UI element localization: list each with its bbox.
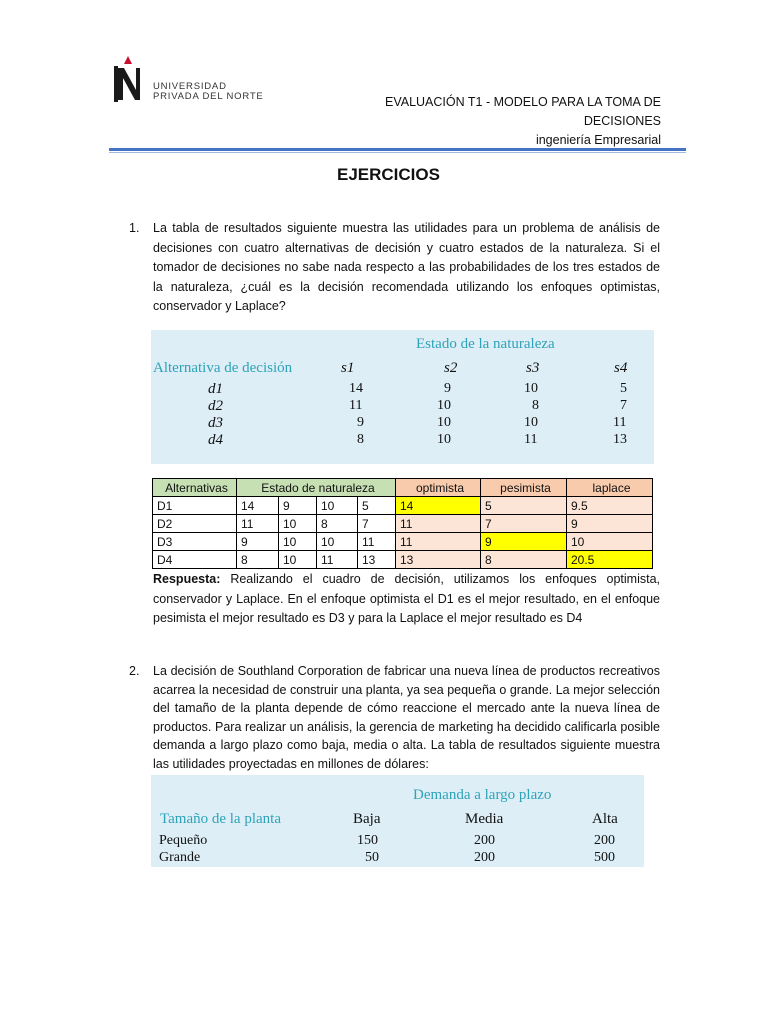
header-laplace: laplace: [567, 479, 653, 497]
header-optimista: optimista: [396, 479, 481, 497]
q2-number: 2.: [129, 664, 140, 678]
plant-size-header: Tamaño de la planta: [160, 811, 281, 827]
cell: 13: [613, 432, 627, 447]
cell: 10: [317, 497, 358, 515]
eval-line1: EVALUACIÓN T1 - MODELO PARA LA TOMA DE: [384, 95, 661, 109]
evaluation-header: [385, 93, 661, 150]
row-d1-label: d1: [208, 381, 223, 397]
row-grande-label: Grande: [159, 850, 201, 865]
cell: 200: [474, 850, 495, 865]
university-line1: UNIVERSIDAD: [153, 81, 227, 92]
cell: D1: [153, 497, 237, 515]
cell: 9: [567, 515, 653, 533]
col-media: Media: [465, 811, 504, 827]
cell: 7: [481, 515, 567, 533]
cell: 10: [437, 432, 451, 447]
cell: 9: [237, 533, 279, 551]
cell: 200: [474, 833, 495, 848]
header-rule-thin: [109, 152, 686, 153]
answer-paragraph: [153, 570, 660, 629]
cell: 9: [357, 415, 364, 430]
cell: 11: [396, 533, 481, 551]
header-pesimista: pesimista: [481, 479, 567, 497]
cell: 11: [317, 551, 358, 569]
demand-header: Demanda a largo plazo: [413, 787, 552, 803]
alternatives-header: Alternativa de decisión: [153, 360, 293, 376]
col-baja: Baja: [353, 811, 381, 827]
cell: 8: [357, 432, 364, 447]
col-alta: Alta: [592, 811, 618, 827]
header-rule: [109, 148, 686, 151]
cell: 11: [524, 432, 538, 447]
cell: D2: [153, 515, 237, 533]
col-s1: s1: [341, 360, 355, 376]
cell: 9: [444, 381, 451, 396]
q1-text: La tabla de resultados siguiente muestra las utilidades para un problema de análisis de decisiones con cuatro alternativas de decisión y cuatro estados de la naturaleza. Si el tomador de decisiones no sabe nada respecto a las probabilidades de los tres estados de la naturaleza, ¿cuál es la decisión recomendada utilizando los enfoques optimistas, conservador y Laplace?: [153, 221, 660, 313]
cell: 7: [358, 515, 396, 533]
row-pequeno-label: Pequeño: [159, 833, 208, 848]
header-estado: Estado de naturaleza: [237, 479, 396, 497]
cell: 10: [279, 551, 317, 569]
cell: 9: [279, 497, 317, 515]
cell: 10: [524, 381, 538, 396]
q1-number: 1.: [129, 221, 140, 235]
cell: 8: [481, 551, 567, 569]
q2-text: La decisión de Southland Corporation de fabricar una nueva línea de productos recreativos acarrea la necesidad de construir una planta, ya sea pequeña o grande. La mejor selección del tamaño de la planta depende de cómo reaccione el mercado ante la nueva línea de productos. Para realizar un análisis, la gerencia de marketing ha decidido calificarla posible demanda a largo plazo como baja, media o alta. La tabla de resultados siguiente muestra las utilidades proyectadas en millones de dólares:: [153, 664, 660, 771]
eval-line3: ingeniería Empresarial: [535, 133, 661, 147]
header-alternativas: Alternativas: [153, 479, 237, 497]
cell: 9.5: [567, 497, 653, 515]
cell: 10: [437, 415, 451, 430]
cell: 13: [358, 551, 396, 569]
cell: 8: [237, 551, 279, 569]
page-title: EJERCICIOS: [337, 165, 440, 184]
cell: 50: [365, 850, 379, 865]
cell: 5: [620, 381, 627, 396]
cell: 14: [237, 497, 279, 515]
row-d4-label: d4: [208, 432, 223, 448]
cell: 14: [349, 381, 363, 396]
cell: 11: [396, 515, 481, 533]
cell: 5: [481, 497, 567, 515]
col-s2: s2: [444, 360, 458, 376]
cell: 10: [279, 533, 317, 551]
table-row: [153, 551, 653, 569]
cell: 11: [349, 398, 363, 413]
row-d3-label: d3: [208, 415, 223, 431]
cell: 5: [358, 497, 396, 515]
table-row: [153, 515, 653, 533]
cell: 7: [620, 398, 627, 413]
answer-text: Realizando el cuadro de decisión, utilizamos los enfoques optimista, conservador y Laplace. En el enfoque optimista el D1 es el mejor resultado, en el enfoque pesimista el mejor resultado es D3 y para la Laplace el mejor resultado es D4: [153, 572, 660, 625]
results-table: [152, 478, 653, 569]
answer-label: Respuesta:: [153, 572, 221, 586]
cell: D3: [153, 533, 237, 551]
plant-size-table-image: [151, 775, 644, 867]
table-row: [153, 497, 653, 515]
cell-highlight: 9: [481, 533, 567, 551]
cell: 10: [567, 533, 653, 551]
cell: 200: [594, 833, 615, 848]
cell: 8: [317, 515, 358, 533]
eval-line2: DECISIONES: [583, 114, 661, 128]
university-line2: PRIVADA DEL NORTE: [153, 91, 264, 102]
university-name: [153, 82, 264, 102]
cell: 11: [237, 515, 279, 533]
decision-payoff-table-image: [151, 330, 654, 464]
cell: 10: [437, 398, 451, 413]
cell: 10: [279, 515, 317, 533]
cell-highlight: 20.5: [567, 551, 653, 569]
cell: 10: [524, 415, 538, 430]
cell: 150: [357, 833, 378, 848]
col-s4: s4: [614, 360, 628, 376]
cell: 11: [358, 533, 396, 551]
cell: D4: [153, 551, 237, 569]
cell: 11: [613, 415, 627, 430]
results-header-row: [153, 479, 653, 497]
cell: 8: [532, 398, 539, 413]
states-header: Estado de la naturaleza: [416, 336, 555, 352]
cell: 13: [396, 551, 481, 569]
col-s3: s3: [526, 360, 540, 376]
table-row: [153, 533, 653, 551]
cell: 10: [317, 533, 358, 551]
cell: 500: [594, 850, 615, 865]
row-d2-label: d2: [208, 398, 223, 414]
cell-highlight: 14: [396, 497, 481, 515]
